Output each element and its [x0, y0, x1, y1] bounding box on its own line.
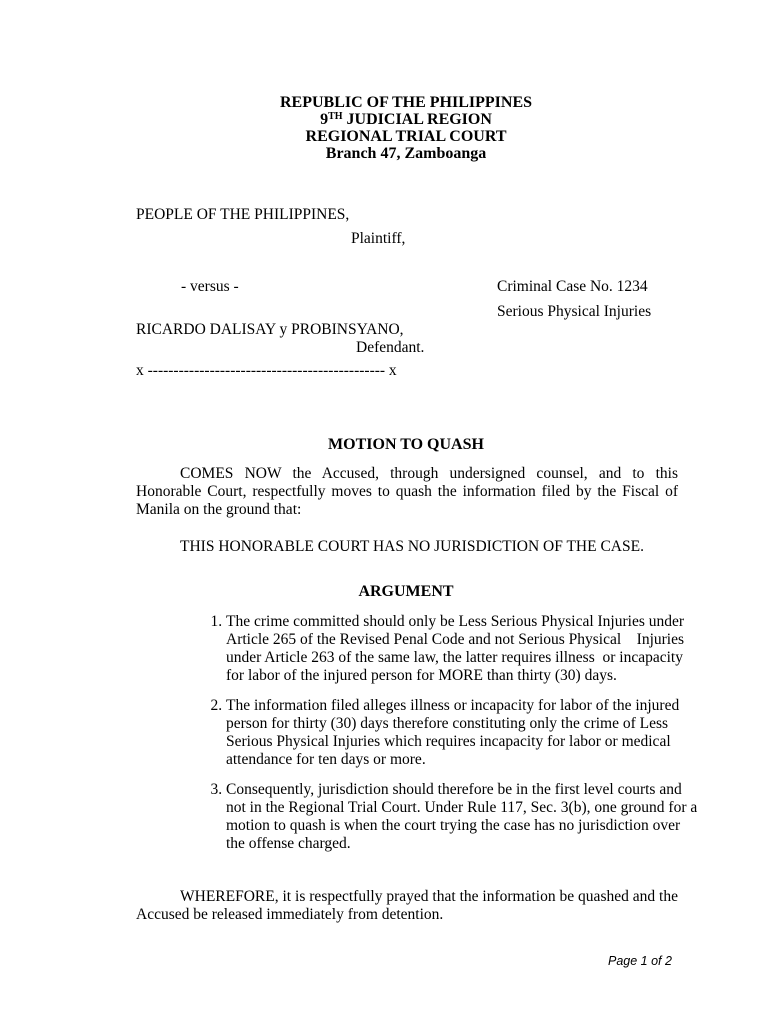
argument-item: 2. The information filed alleges illness or incapacity for labor of the injured person for thirty (30) days therefore constituting only the crime of Less Serious Physical Injuries which requires incapacity for labor or medical attendance for ten days or more.: [226, 697, 699, 769]
case-type: Serious Physical Injuries: [497, 303, 652, 320]
caption-separator: x ---------------------------------------------- x: [136, 362, 397, 379]
versus-label: - versus -: [181, 278, 239, 295]
argument-item: 3. Consequently, jurisdiction should therefore be in the first level courts and not in the Regional Trial Court. Under Rule 117, Sec. 3(b), one ground for a motion to quash is when the court trying the case has no jurisdiction over the offense charged.: [226, 781, 699, 853]
argument-item: 1. The crime committed should only be Less Serious Physical Injuries under Article 265 of the Revised Penal Code and not Serious Physical Injuries under Article 263 of the same law, the latter requires illness or incapacity for labor of the injured person for MORE than thirty (30) days.: [226, 613, 699, 685]
plaintiff-name: PEOPLE OF THE PHILIPPINES,: [136, 206, 350, 223]
case-number: Criminal Case No. 1234: [497, 278, 648, 295]
header-court: REGIONAL TRIAL COURT: [305, 128, 507, 145]
defendant-role: Defendant.: [356, 339, 425, 356]
page-number: Page 1 of 2: [608, 954, 672, 968]
plaintiff-role: Plaintiff,: [351, 230, 406, 247]
argument-list: [205, 613, 699, 865]
document-header: [0, 94, 768, 162]
argument-title: ARGUMENT: [358, 583, 454, 600]
header-republic: REPUBLIC OF THE PHILIPPINES: [279, 94, 533, 111]
intro-paragraph: COMES NOW the Accused, through undersigned counsel, and to this Honorable Court, respectfully moves to quash the information filed by the Fiscal of Manila on the ground that:: [136, 465, 678, 518]
prayer-paragraph: WHEREFORE, it is respectfully prayed that the information be quashed and the Accused be released immediately from detention.: [136, 888, 678, 923]
ground-paragraph: THIS HONORABLE COURT HAS NO JURISDICTION OF THE CASE.: [180, 538, 644, 555]
motion-title: MOTION TO QUASH: [328, 436, 484, 453]
defendant-name: RICARDO DALISAY y PROBINSYANO,: [136, 321, 404, 338]
header-region: 9TH JUDICIAL REGION: [320, 111, 492, 128]
header-branch: Branch 47, Zamboanga: [325, 145, 487, 162]
